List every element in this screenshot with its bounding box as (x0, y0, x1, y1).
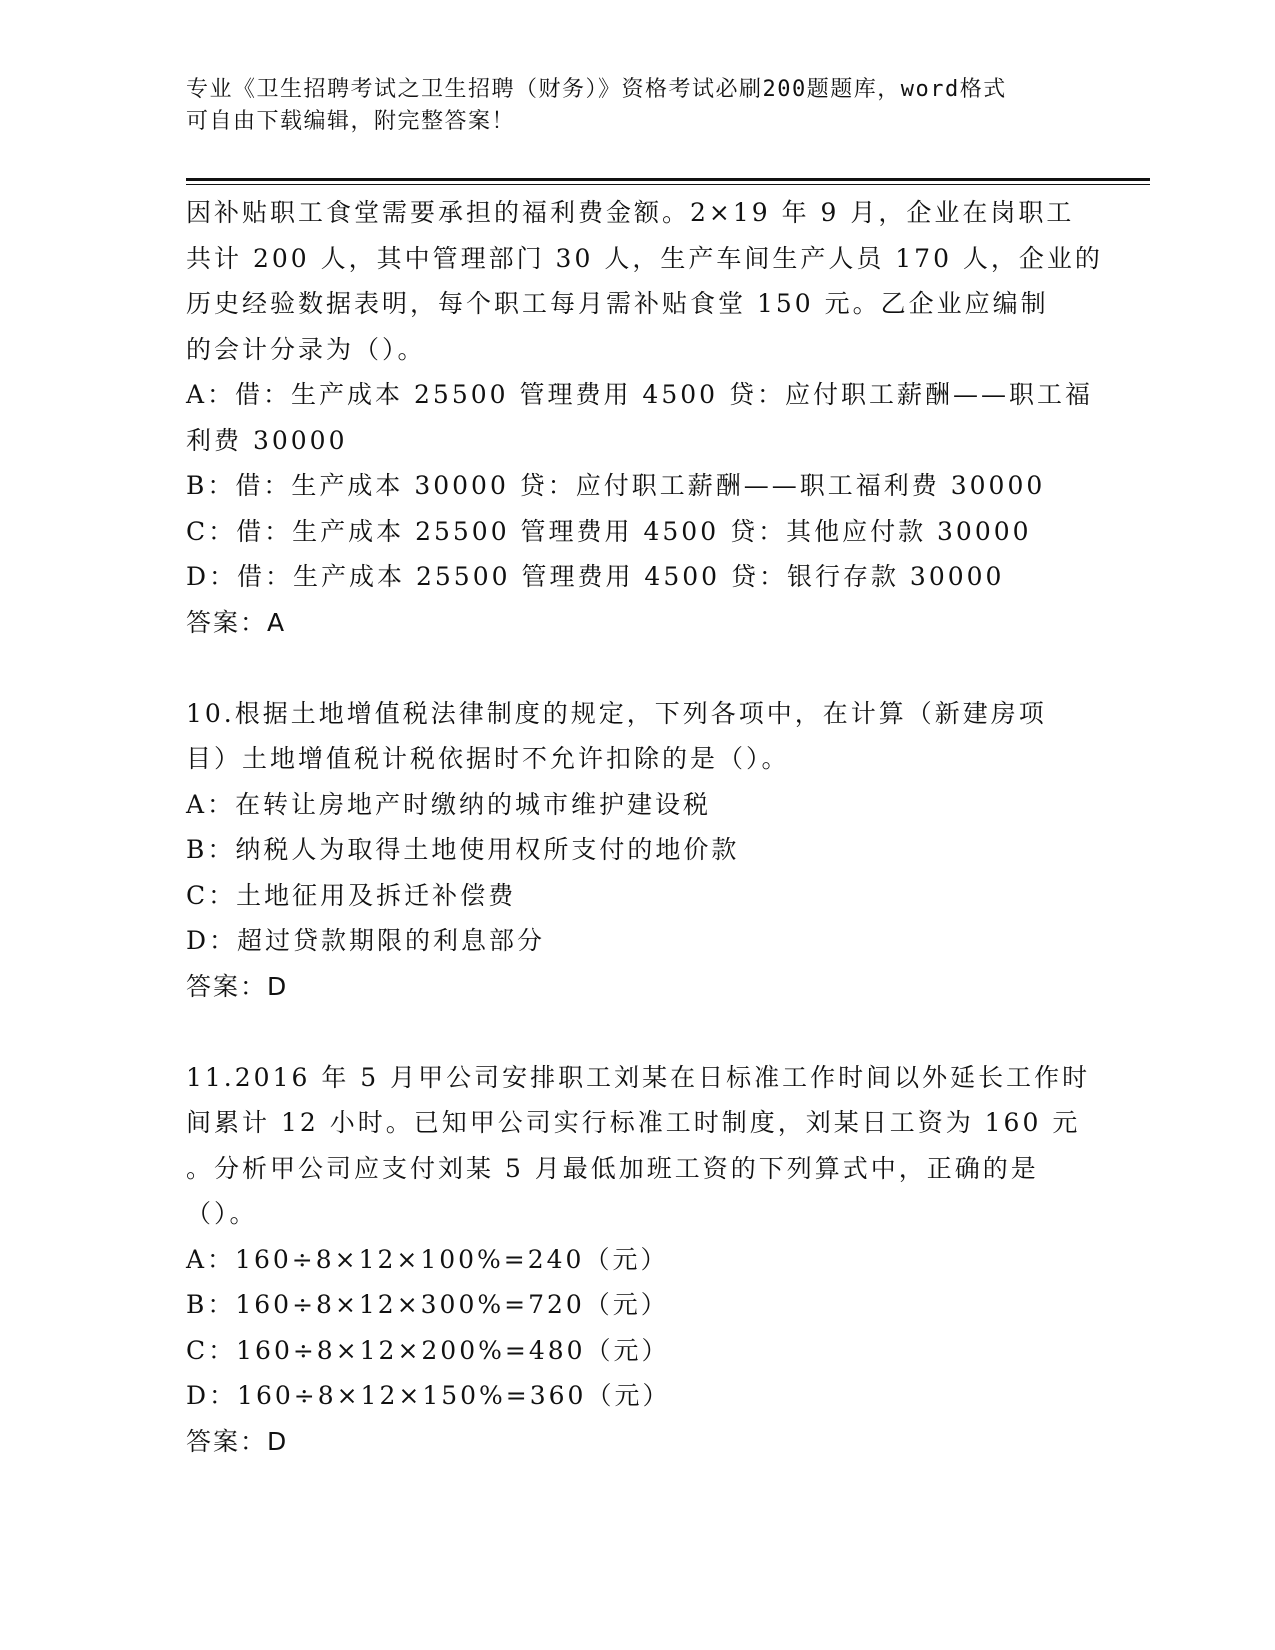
question-9-stem-line: 共计 200 人，其中管理部门 30 人，生产车间生产人员 170 人，企业的 (186, 243, 1103, 273)
question-9-option-a: A：借：生产成本 25500 管理费用 4500 贷：应付职工薪酬——职工福 (186, 380, 1093, 409)
question-10-stem-line: 10.根据土地增值税法律制度的规定，下列各项中，在计算（新建房项 (186, 698, 1047, 728)
question-11-option-a: A：160÷8×12×100%=240（元） (186, 1244, 669, 1274)
question-11 (186, 1055, 1091, 1465)
question-9-option-c: C：借：生产成本 25500 管理费用 4500 贷：其他应付款 30000 (186, 516, 1032, 546)
question-10-option-c: C：土地征用及拆迁补偿费 (186, 880, 517, 910)
question-11-option-d: D：160÷8×12×150%=360（元） (186, 1381, 671, 1410)
question-9 (186, 190, 1103, 645)
question-11-stem-line: 11.2016 年 5 月甲公司安排职工刘某在日标准工作时间以外延长工作时 (186, 1062, 1091, 1092)
question-11-option-b: B：160÷8×12×300%=720（元） (186, 1290, 669, 1319)
question-10 (186, 691, 1091, 1010)
question-11-option-c: C：160÷8×12×200%=480（元） (186, 1335, 670, 1365)
question-10-option-d: D：超过贷款期限的利息部分 (186, 926, 546, 955)
question-10-answer: 答案：D (186, 971, 289, 1001)
question-9-option-d: D：借：生产成本 25500 管理费用 4500 贷：银行存款 30000 (186, 562, 1005, 591)
question-9-stem-line: 因补贴职工食堂需要承担的福利费金额。2×19 年 9 月，企业在岗职工 (186, 198, 1075, 227)
question-11-stem-line: （）。 (186, 1199, 258, 1228)
question-10-stem-line: 目）土地增值税计税依据时不允许扣除的是（）。 (186, 744, 790, 773)
question-11-answer: 答案：D (186, 1426, 289, 1456)
question-9-option-a-continued: 利费 30000 (186, 425, 348, 455)
header-divider-thin (186, 184, 1150, 185)
question-9-stem-line: 历史经验数据表明，每个职工每月需补贴食堂 150 元。乙企业应编制 (186, 289, 1049, 318)
question-10-option-b: B：纳税人为取得土地使用权所支付的地价款 (186, 835, 740, 864)
header-title-line-2: 可自由下载编辑，附完整答案！ (186, 109, 516, 134)
question-9-stem-line: 的会计分录为（）。 (186, 334, 426, 364)
question-9-answer: 答案：A (186, 607, 287, 637)
header-divider-thick (186, 178, 1150, 181)
spacer (186, 645, 1091, 691)
header-title-line-1: 专业《卫生招聘考试之卫生招聘（财务）》资格考试必刷200题题库，word格式 (186, 77, 1007, 102)
document-header (186, 74, 1066, 138)
question-10-option-a: A：在转让房地产时缴纳的城市维护建设税 (186, 789, 712, 819)
spacer (186, 1009, 1091, 1055)
question-9-option-b: B：借：生产成本 30000 贷：应付职工薪酬——职工福利费 30000 (186, 471, 1046, 500)
question-content (186, 190, 1103, 1464)
question-11-stem-line: 。分析甲公司应支付刘某 5 月最低加班工资的下列算式中，正确的是 (186, 1153, 1039, 1183)
question-11-stem-line: 间累计 12 小时。已知甲公司实行标准工时制度，刘某日工资为 160 元 (186, 1108, 1081, 1137)
